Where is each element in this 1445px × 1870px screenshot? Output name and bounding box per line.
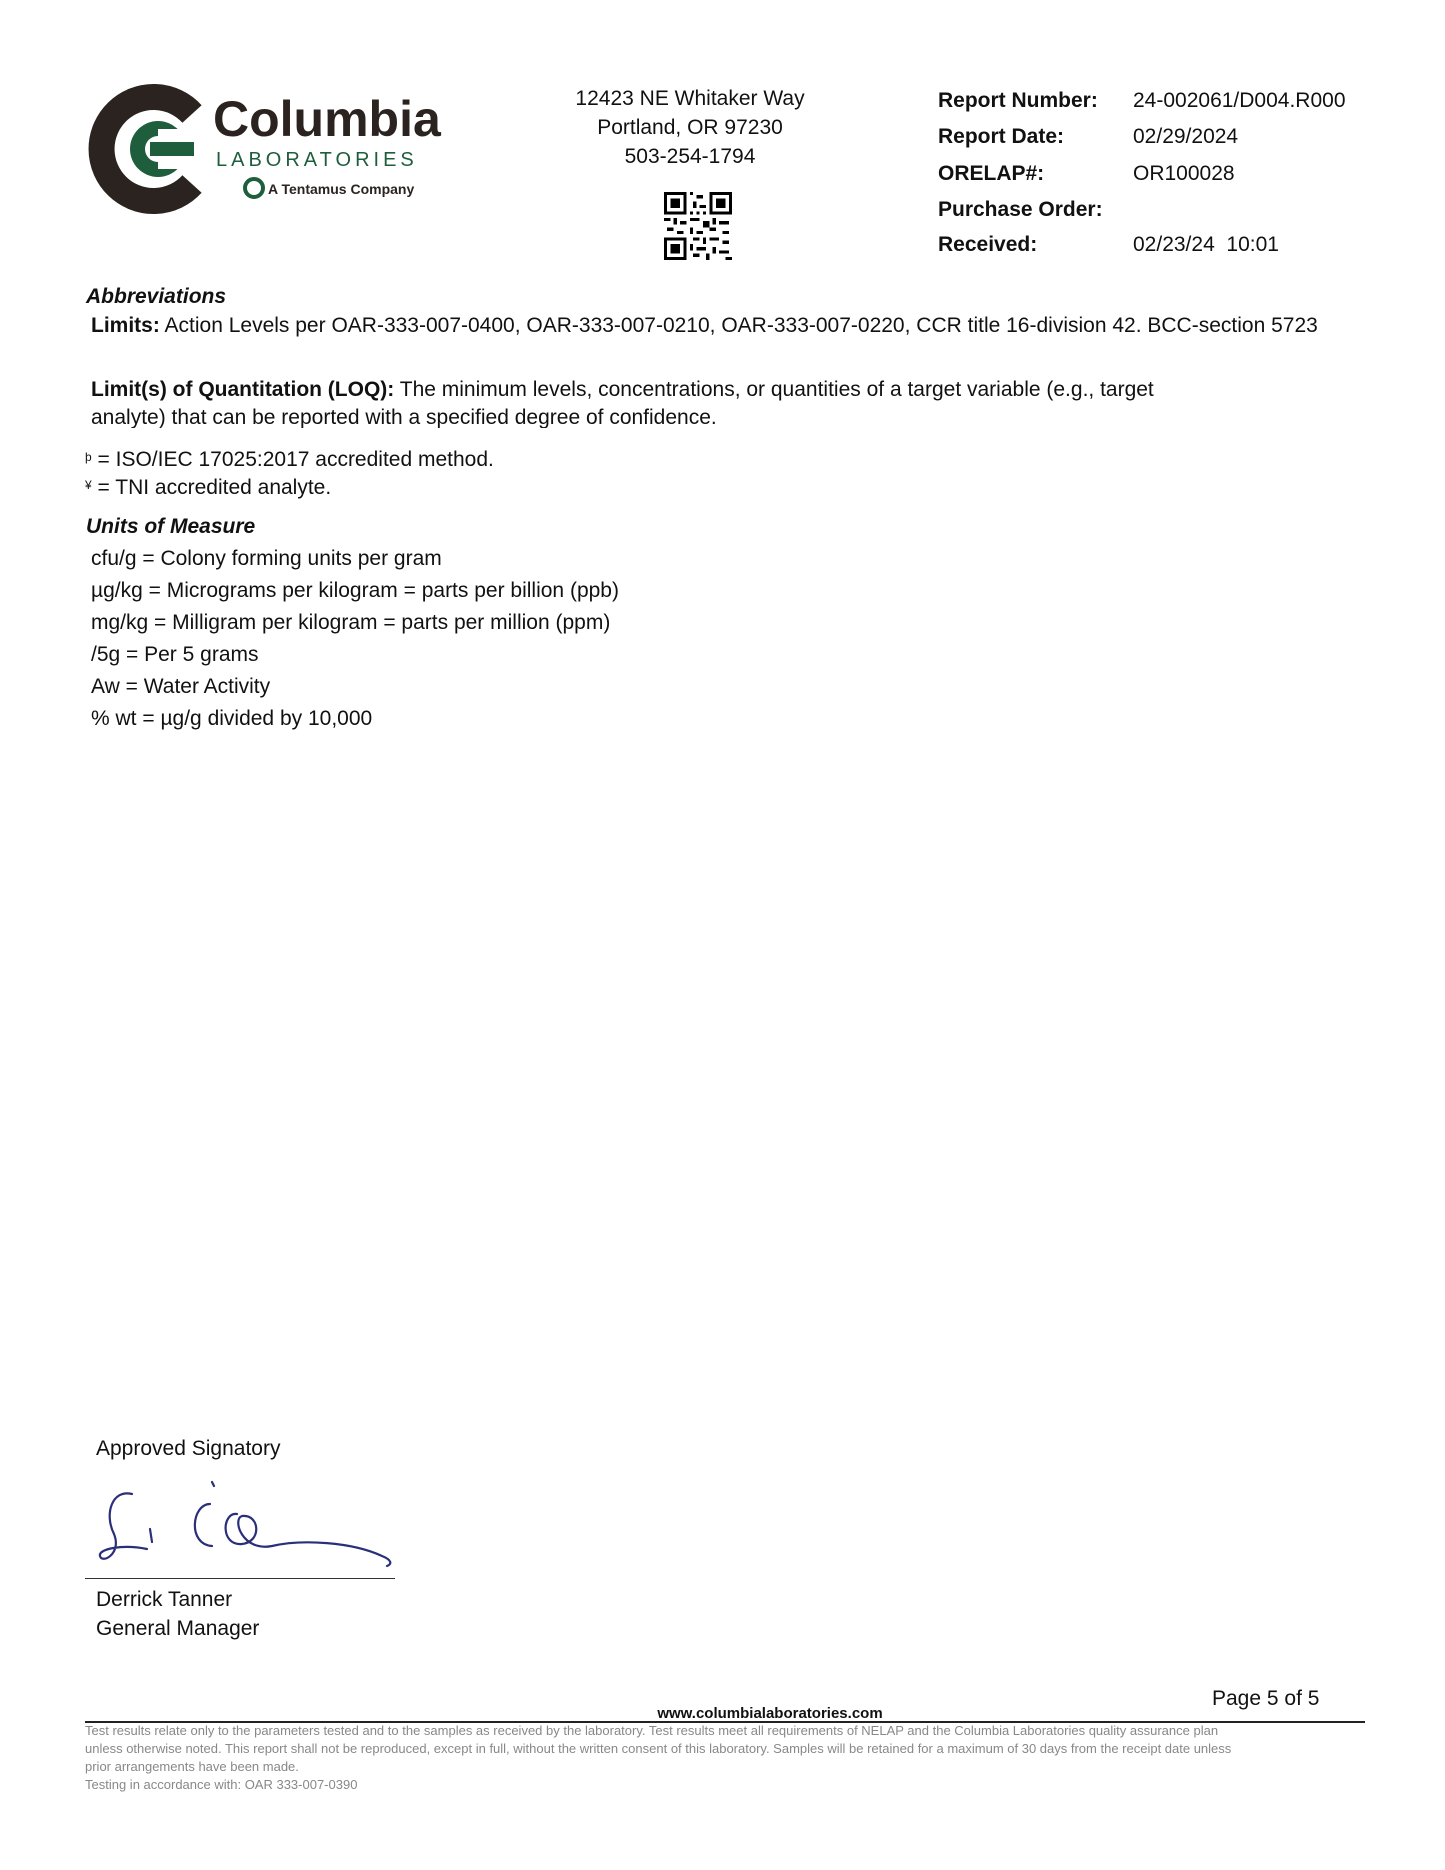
tni-line (85, 476, 331, 500)
logo-subname: LABORATORIES (216, 149, 418, 171)
page-number: Page 5 of 5 (1212, 1687, 1320, 1710)
address-phone: 503-254-1794 (624, 145, 756, 168)
unit-item: % wt = µg/g divided by 10,000 (91, 707, 373, 730)
disclaimer-line-2: unless otherwise noted. This report shall not be reproduced, except in full, without the written consent of this laboratory. Samples will be retained for a maximum of 30 days from the receipt date unless (85, 1741, 1232, 1756)
website-link[interactable]: www.columbialaboratories.com (657, 1705, 883, 1722)
report-date-value: 02/29/2024 (1133, 125, 1239, 148)
iso-text: = ISO/IEC 17025:2017 accredited method. (97, 448, 494, 471)
received-value: 02/23/24 10:01 (1133, 233, 1279, 256)
unit-item: Aw = Water Activity (91, 675, 271, 698)
limits-line (91, 314, 1318, 338)
signatory-name: Derrick Tanner (96, 1588, 233, 1611)
iso-symbol: þ (85, 450, 92, 464)
columbia-laboratories-logo (88, 84, 468, 214)
address-street: 12423 NE Whitaker Way (575, 87, 805, 110)
unit-item: µg/kg = Micrograms per kilogram = parts per billion (ppb) (91, 579, 619, 602)
limits-label: Limits: (91, 314, 160, 337)
signatory-role: General Manager (96, 1617, 260, 1640)
loq-line (91, 378, 1154, 402)
report-number-value: 24-002061/D004.R000 (1133, 89, 1346, 112)
orelap-value: OR100028 (1133, 162, 1235, 185)
limits-text: Action Levels per OAR-333-007-0400, OAR-333-007-0210, OAR-333-007-0220, CCR title 16-division 42. BCC-section 5723 (159, 314, 1318, 337)
report-number-label: Report Number: (938, 89, 1098, 112)
units-heading: Units of Measure (86, 515, 256, 538)
qr-code[interactable] (664, 192, 732, 260)
address-city: Portland, OR 97230 (597, 116, 783, 139)
logo-tagline: A Tentamus Company (268, 181, 415, 197)
iso-line (85, 448, 494, 472)
loq-label: Limit(s) of Quantitation (LOQ): (91, 378, 395, 401)
received-label: Received: (938, 233, 1038, 256)
unit-item: cfu/g = Colony forming units per gram (91, 547, 442, 570)
signature-image (92, 1474, 412, 1574)
loq-text: The minimum levels, concentrations, or quantities of a target variable (e.g., target (394, 378, 1154, 401)
report-date-label: Report Date: (938, 125, 1065, 148)
tni-text: = TNI accredited analyte. (97, 476, 332, 499)
disclaimer-line-1: Test results relate only to the parameters tested and to the samples as received by the laboratory. Test results meet all requirements of NELAP and the Columbia Laboratories quality assurance plan (85, 1723, 1219, 1738)
testing-note: Testing in accordance with: OAR 333-007-0390 (85, 1777, 358, 1792)
orelap-label: ORELAP#: (938, 162, 1045, 185)
approved-signatory-label: Approved Signatory (96, 1437, 281, 1460)
signature-line (85, 1578, 395, 1579)
tni-symbol: ¥ (85, 478, 92, 492)
abbreviations-heading: Abbreviations (86, 285, 227, 308)
logo-name: Columbia (213, 91, 441, 147)
disclaimer-line-3: prior arrangements have been made. (85, 1759, 299, 1774)
purchase-order-label: Purchase Order: (938, 198, 1103, 221)
unit-item: mg/kg = Milligram per kilogram = parts per million (ppm) (91, 611, 611, 634)
unit-item: /5g = Per 5 grams (91, 643, 259, 666)
loq-line-2: analyte) that can be reported with a specified degree of confidence. (91, 406, 717, 428)
